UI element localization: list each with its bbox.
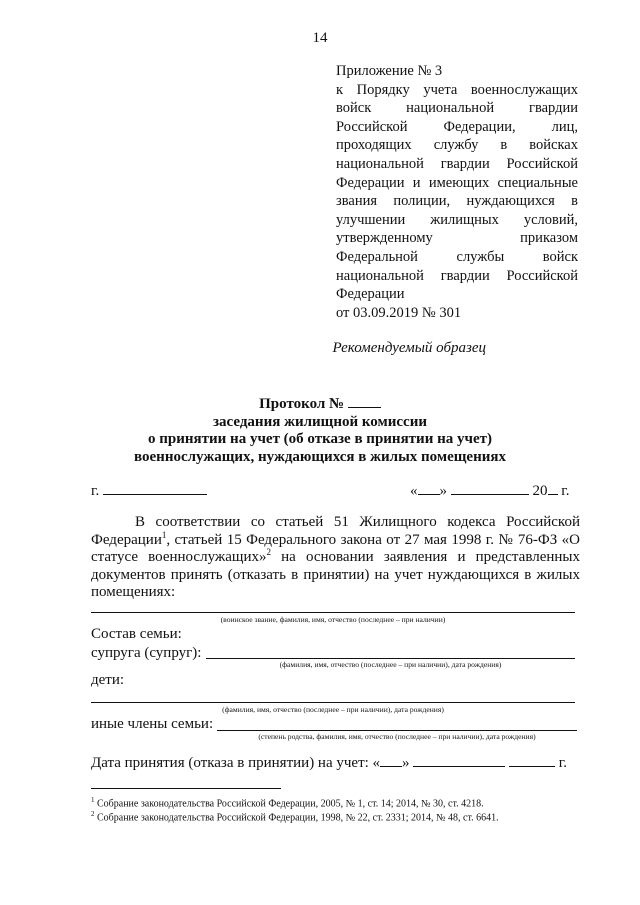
acceptance-month-blank[interactable] xyxy=(413,752,505,767)
others-blank[interactable] xyxy=(217,730,577,731)
protocol-line: о принятии на учет (об отказе в принятии на учет) xyxy=(148,431,492,447)
appendix-line: улучшении жилищных условий, xyxy=(336,211,578,228)
servicemember-blank[interactable] xyxy=(91,612,575,613)
footnote-number: 2 xyxy=(91,810,95,818)
date-quote-close: » xyxy=(402,755,410,771)
spouse-hint: (фамилия, имя, отчество (последнее – при наличии), дата рождения) xyxy=(279,660,502,669)
acceptance-date-field xyxy=(91,752,567,772)
day-blank[interactable] xyxy=(418,480,440,495)
appendix-line: национальной гвардии Российской xyxy=(336,267,578,284)
appendix-line: Федеральной службы войск xyxy=(336,248,578,265)
footnote-text: Собрание законодательства Российской Федерации, 1998, № 22, ст. 2331; 2014, № 48, ст. 6641. xyxy=(97,812,499,824)
children-blank[interactable] xyxy=(91,702,575,703)
body-text-part: на основании заявления и представленных документов принять (отказать в принятии) на учет нуждающихся в жилых помещениях: xyxy=(91,549,580,601)
others-label: иные члены семьи: xyxy=(91,716,214,732)
appendix-line: проходящих службу в войсках xyxy=(336,137,578,154)
appendix-line: Федерации xyxy=(336,286,405,303)
recommended-sample-label: Рекомендуемый образец xyxy=(332,340,486,356)
city-blank[interactable] xyxy=(103,480,207,495)
date-field xyxy=(410,480,569,500)
date-quote-close: » xyxy=(439,483,447,499)
year-prefix: 20 xyxy=(532,483,548,499)
appendix-line: звания полиции, нуждающихся в xyxy=(336,193,578,210)
footnote-text: Собрание законодательства Российской Федерации, 2005, № 1, ст. 14; 2014, № 30, ст. 4218. xyxy=(97,798,484,810)
appendix-line: Федерации и имеющих специальные xyxy=(336,174,578,191)
footnote-separator xyxy=(91,788,281,789)
footnote-ref[interactable]: 2 xyxy=(266,547,271,558)
protocol-number-blank[interactable] xyxy=(348,394,381,408)
appendix-line: национальной гвардии Российской xyxy=(336,155,578,172)
spouse-label: супруга (супруг): xyxy=(91,645,202,661)
footnote-2 xyxy=(91,810,499,823)
footnote-number: 1 xyxy=(91,796,95,804)
protocol-title xyxy=(90,394,550,466)
body-text-part: , статьей 15 Федерального закона от 27 мая 1998 г. № 76-ФЗ «О статусе военнослужащих» xyxy=(91,531,580,566)
appendix-title: Приложение № 3 xyxy=(336,63,443,79)
family-label: Состав семьи: xyxy=(91,626,182,642)
appendix-line: утвержденному приказом xyxy=(336,230,578,247)
year-suffix: г. xyxy=(561,483,570,499)
appendix-line: войск национальной гвардии xyxy=(336,100,578,117)
acceptance-date-label: Дата принятия (отказа в принятии) на учет: xyxy=(91,755,369,771)
city-field xyxy=(91,480,207,500)
footnote-1 xyxy=(91,796,484,809)
page-number: 14 xyxy=(312,30,328,46)
others-hint: (степень родства, фамилия, имя, отчество (последнее – при наличии), дата рождения) xyxy=(258,732,536,741)
body-paragraph xyxy=(91,514,580,602)
servicemember-hint: (воинское звание, фамилия, имя, отчество (последнее – при наличии) xyxy=(220,615,446,624)
protocol-line: заседания жилищной комиссии xyxy=(213,413,427,430)
acceptance-year-suffix: г. xyxy=(558,755,568,771)
date-quote-open: « xyxy=(410,483,418,499)
body-text-part: В соответствии со статьей 51 Жилищного кодекса Российской Федерации xyxy=(91,514,580,548)
month-blank[interactable] xyxy=(451,480,529,495)
protocol-line: военнослужащих, нуждающихся в жилых помещениях xyxy=(134,448,506,465)
appendix-order: от 03.09.2019 № 301 xyxy=(336,304,462,321)
protocol-heading: Протокол № xyxy=(259,396,345,412)
year-blank[interactable] xyxy=(548,480,558,495)
appendix-line: к Порядку учета военнослужащих xyxy=(336,81,578,98)
appendix-block xyxy=(336,62,578,322)
appendix-line: Российской Федерации, лиц, xyxy=(336,118,578,135)
children-label: дети: xyxy=(91,672,125,688)
acceptance-day-blank[interactable] xyxy=(380,752,402,767)
date-quote-open: « xyxy=(372,755,381,771)
spouse-blank[interactable] xyxy=(206,658,575,659)
footnote-ref[interactable]: 1 xyxy=(161,529,167,540)
children-hint: (фамилия, имя, отчество (последнее – при наличии), дата рождения) xyxy=(222,705,444,714)
acceptance-year-blank[interactable] xyxy=(509,752,555,767)
city-prefix: г. xyxy=(91,483,100,499)
